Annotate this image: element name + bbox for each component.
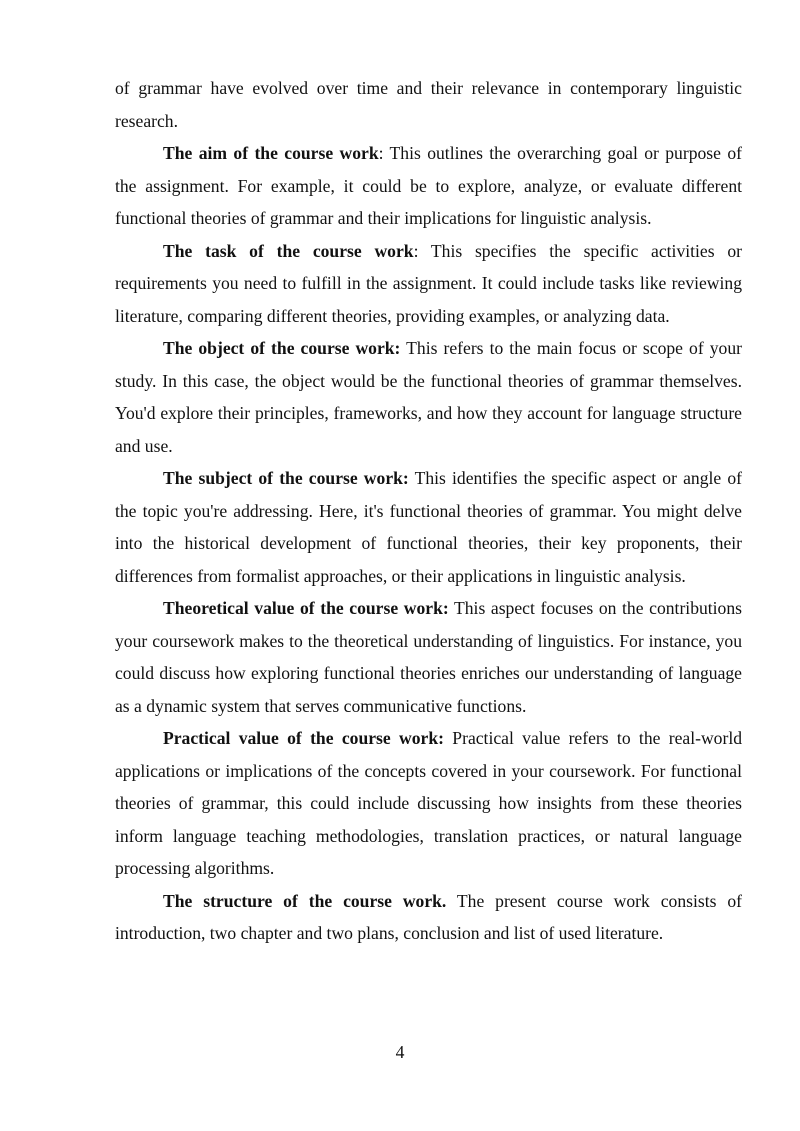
paragraph-practical-value [115, 722, 742, 885]
paragraph-task [115, 235, 742, 333]
text-task: : This specifies the specific activities or requirements you need to fulfill in the assignment. It could include tasks like reviewing literature, comparing different theories, providing examples, or analyzing data. [115, 240, 742, 326]
paragraph-theoretical-value [115, 592, 742, 722]
text-object: This refers to the main focus or scope of your study. In this case, the object would be the functional theories of grammar themselves. You'd explore their principles, frameworks, and how they account for language structure and use. [115, 338, 742, 456]
text-practical-value: Practical value refers to the real-world applications or implications of the concepts covered in your coursework. For functional theories of grammar, this could include discussing how insights from these theories inform language teaching methodologies, translation practices, or natural language processing algorithms. [115, 728, 743, 878]
text-subject: This identifies the specific aspect or angle of the topic you're addressing. Here, it's functional theories of grammar. You might delve into the historical development of functional theories, their key proponents, their differences from formalist approaches, or their applications in linguistic analysis. [115, 468, 742, 586]
paragraph-structure [115, 885, 742, 950]
heading-subject: The subject of the course work: [163, 468, 409, 488]
text-aim: : This outlines the overarching goal or purpose of the assignment. For example, it could be to explore, analyze, or evaluate different functional theories of grammar and their implications for linguistic analysis. [115, 143, 742, 228]
heading-task: The task of the course work [163, 240, 414, 261]
heading-theoretical-value: Theoretical value of the course work: [163, 598, 449, 618]
page-number: 4 [395, 1042, 405, 1062]
heading-practical-value: Practical value of the course work: [163, 728, 444, 748]
continuation-paragraph: of grammar have evolved over time and their relevance in contemporary linguistic research. [115, 78, 742, 131]
page-body [115, 72, 742, 950]
paragraph-aim [115, 137, 742, 235]
text-structure: The present course work consists of introduction, two chapter and two plans, conclusion and list of used literature. [115, 890, 742, 943]
paragraph-subject [115, 462, 742, 592]
heading-aim: The aim of the course work [163, 143, 379, 163]
text-theoretical-value: This aspect focuses on the contributions your coursework makes to the theoretical understanding of linguistics. For instance, you could discuss how exploring functional theories enriches our understanding of language as a dynamic system that serves communicative functions. [115, 598, 742, 716]
heading-object: The object of the course work: [163, 338, 401, 358]
heading-structure: The structure of the course work. [163, 890, 447, 911]
paragraph-object [115, 332, 742, 462]
